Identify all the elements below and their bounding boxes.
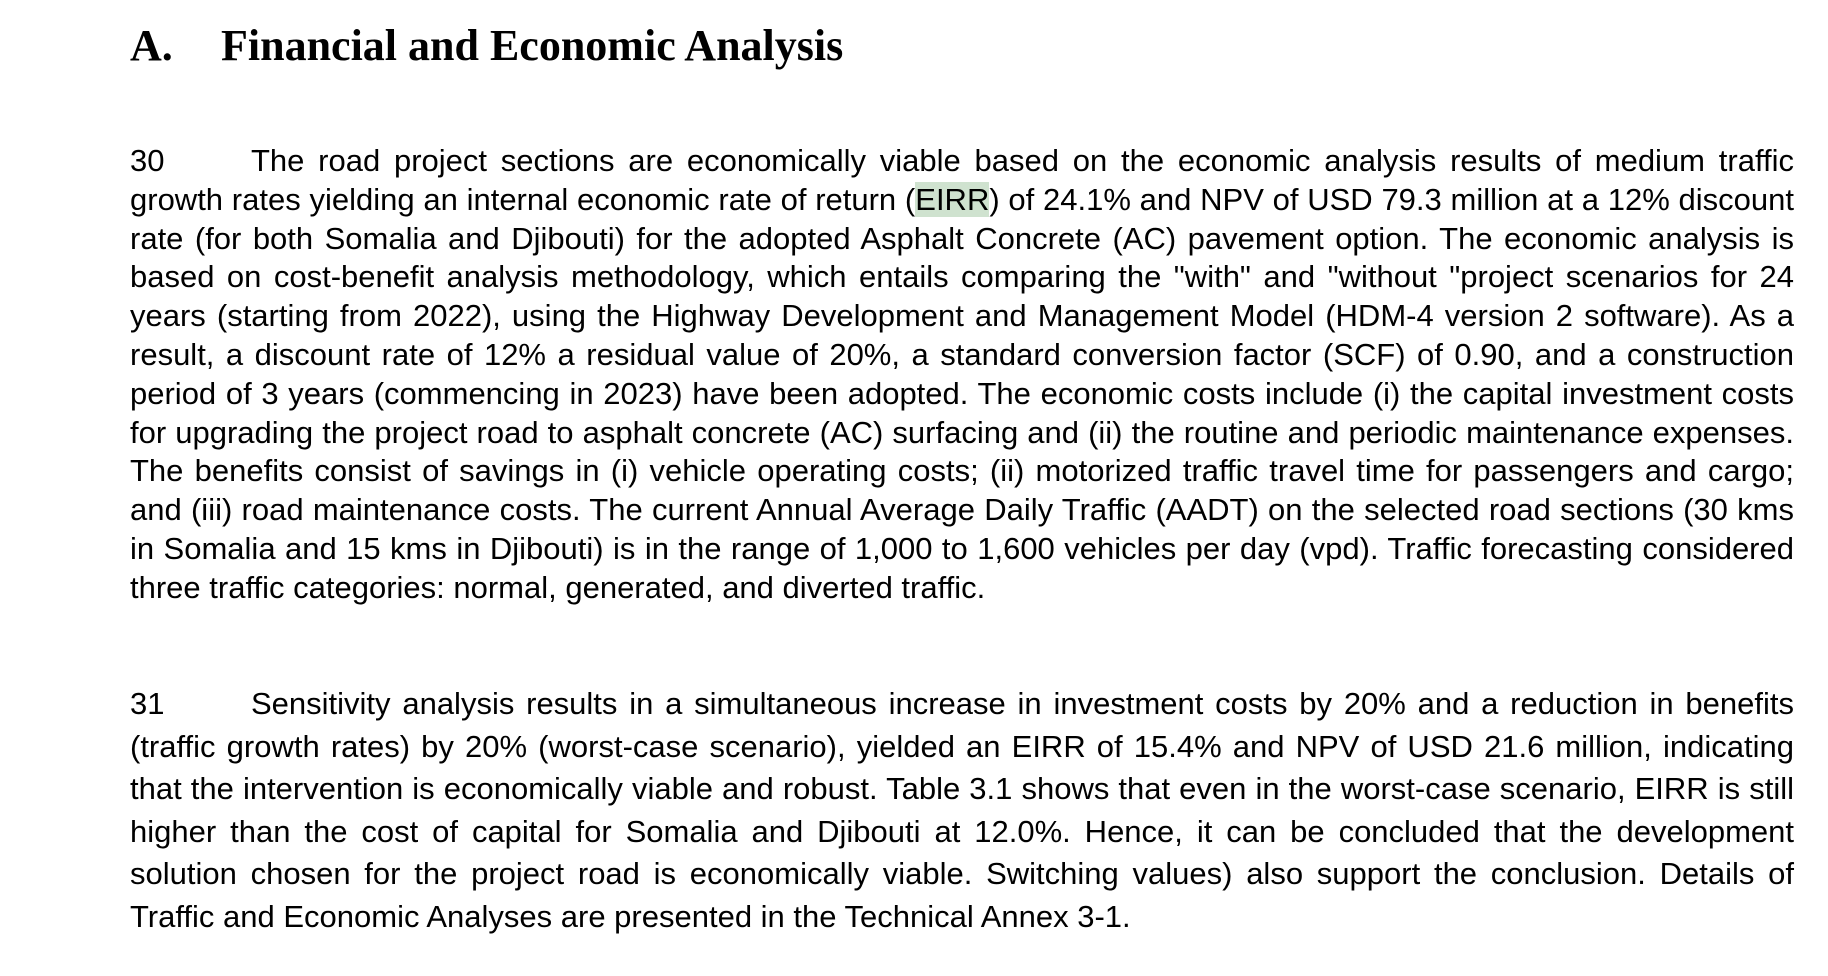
paragraph-text: Sensitivity analysis results in a simultaneous increase in investment costs by 20% and a reduction in benefits (traffic growth rates) by 20% (worst-case scenario), yielded an EIRR of 15.4% and NPV of USD 21.6 million, indicating that the intervention is economically viable and robust. Table 3.1 shows that even in the worst-case scenario, EIRR is still higher than the cost of capital for Somalia and Djibouti at 12.0%. Hence, it can be concluded that the development solution chosen for the project road is economically viable. Switching values) also support the conclusion. Details of Traffic and Economic Analyses are presented in the Technical Annex 3-1. xyxy=(130,686,1794,934)
paragraph-31 xyxy=(130,683,1794,939)
paragraph-text-start: The road project sections are economically viable based on the economic analysis results of medium traffic growth rates yielding an internal economic rate of return ( xyxy=(130,143,1794,217)
highlighted-term: EIRR xyxy=(915,181,990,217)
paragraph-text-rest: ) of 24.1% and NPV of USD 79.3 million at a 12% discount rate (for both Somalia and Djibouti) for the adopted Asphalt Concrete (AC) pavement option. The economic analysis is based on cost-benefit analysis methodology, which entails comparing the "with" and "without "project scenarios for 24 years (starting from 2022), using the Highway Development and Management Model (HDM-4 version 2 software). As a result, a discount rate of 12% a residual value of 20%, a standard conversion factor (SCF) of 0.90, and a construction period of 3 years (commencing in 2023) have been adopted. The economic costs include (i) the capital investment costs for upgrading the project road to asphalt concrete (AC) surfacing and (ii) the routine and periodic maintenance expenses. The benefits consist of savings in (i) vehicle operating costs; (ii) motorized traffic travel time for passengers and cargo; and (iii) road maintenance costs. The current Annual Average Daily Traffic (AADT) on the selected road sections (30 kms in Somalia and 15 kms in Djibouti) is in the range of 1,000 to 1,600 vehicles per day (vpd). Traffic forecasting considered three traffic categories: normal, generated, and diverted traffic. xyxy=(130,181,1794,605)
paragraph-number: 30 xyxy=(130,143,165,178)
section-heading xyxy=(130,14,843,78)
paragraph-number: 31 xyxy=(130,686,165,721)
paragraph-30 xyxy=(130,142,1794,608)
section-title: Financial and Economic Analysis xyxy=(221,21,844,70)
section-letter: A. xyxy=(130,21,173,70)
